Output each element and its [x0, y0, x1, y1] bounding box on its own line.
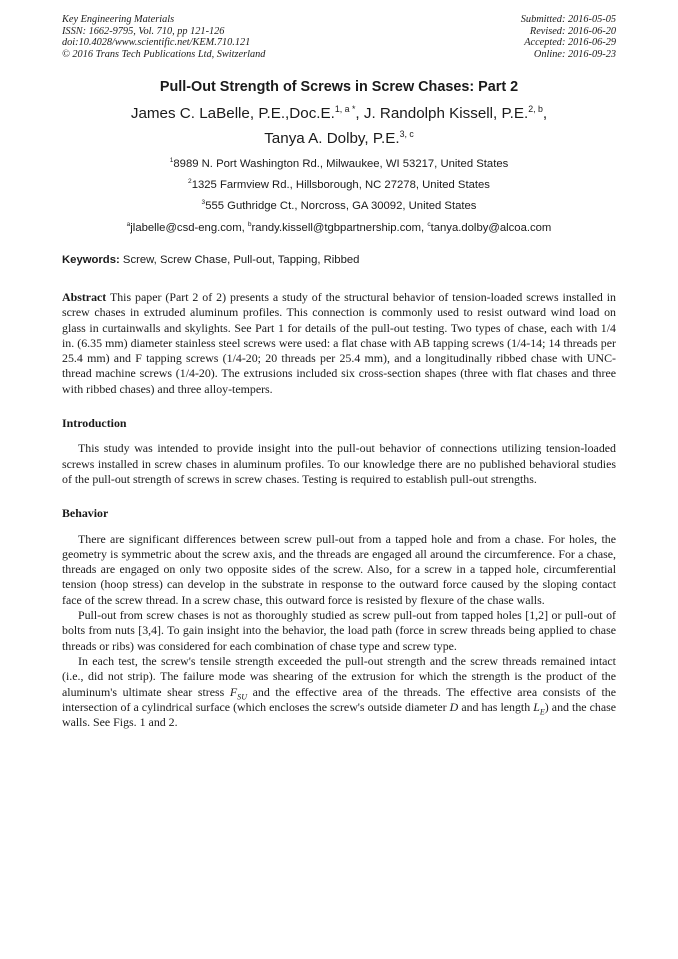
- email-c[interactable]: tanya.dolby@alcoa.com: [430, 221, 552, 234]
- symbol-f: F: [229, 684, 238, 699]
- behavior-heading: Behavior: [62, 506, 109, 521]
- author-3-sup: 3, c: [399, 128, 414, 139]
- author-1-sup: 1, a *: [334, 103, 356, 114]
- symbol-l: L: [533, 699, 540, 714]
- author-separator: ,: [542, 105, 548, 122]
- affiliation-3: [62, 196, 616, 217]
- abstract-text: This paper (Part 2 of 2) presents a study of the structural behavior of tension-loaded screws installed in screw chases in extruded aluminum profiles. This connection is commonly used to resist outward wind load on glass in curtainwalls and skylights. See Part 1 for details of the pull-out testing. Two types of chase, each with 1/4 in. (6.35 mm) diameter stainless steel screws were used: a flat chase with AB tapping screws (1/4-14; 14 threads per 25.4 mm) and F tapping screws (1/4-20; 20 threads per 25.4 mm), and a longitudinally ribbed chase with UNC-thread machine screws (1/4-20). The extrusions included six cross-section shapes (three with flat chases and three with ribbed chases) and three alloy-tempers.: [62, 290, 616, 396]
- affiliation-3-sup: 3: [201, 199, 206, 207]
- abstract-paragraph: [62, 290, 616, 397]
- journal-issn: ISSN: 1662-9795, Vol. 710, pp 121-126: [62, 25, 225, 37]
- symbol-l-subscript: E: [539, 707, 545, 717]
- behavior-p3-text-a: In each test, the screw's tensile strength exceeded the pull-out strength and the screw threads remained intact (i.e., did not strip). The failure mode was shearing of the extrusion for which the strength is the product of the aluminum's ultimate shear stress: [62, 653, 616, 699]
- behavior-paragraph-3: [62, 654, 616, 730]
- behavior-paragraph-1: There are significant differences between screw pull-out from a tapped hole and from a chase. For holes, the geometry is symmetric about the screw axis, and the threads are engaged all around the circumference. For a chase, threads are engaged on only two opposite sides of the screw. Also, for a screw in a tapped hole, circumferential tension (hoop stress) can develop in the substrate in response to the outward force caused by the sloping contact face of the screw thread. In a screw chase, this outward force is resisted by flexure of the chase walls.: [62, 531, 616, 607]
- affiliation-3-text: 555 Guthridge Ct., Norcross, GA 30092, United States: [205, 200, 477, 213]
- journal-doi: doi:10.4028/www.scientific.net/KEM.710.121: [62, 37, 251, 49]
- date-online: Online: 2016-09-23: [533, 48, 616, 60]
- journal-copyright: © 2016 Trans Tech Publications Ltd, Switzerland: [62, 48, 266, 60]
- paper-body: [62, 290, 616, 730]
- emails: [62, 218, 616, 239]
- author-separator: ,: [355, 105, 364, 122]
- keywords-label: Keywords:: [62, 254, 120, 266]
- header-right: [521, 14, 616, 60]
- symbol-d: D: [449, 699, 459, 714]
- affiliation-1-text: 8989 N. Port Washington Rd., Milwaukee, WI 53217, United States: [173, 158, 509, 170]
- header-left: [62, 14, 265, 60]
- behavior-p3-text-d: ) and the chase walls. See Figs. 1 and 2.: [62, 699, 616, 730]
- affiliation-2: [62, 175, 616, 196]
- author-line-1: [62, 101, 616, 126]
- affiliation-2-text: 1325 Farmview Rd., Hillsborough, NC 27278, United States: [191, 179, 490, 192]
- author-1-name: James C. LaBelle, P.E.,Doc.E.: [130, 105, 335, 122]
- date-submitted: Submitted: 2016-05-05: [520, 14, 616, 25]
- journal-name: Key Engineering Materials: [62, 14, 175, 25]
- keywords: [62, 254, 616, 266]
- email-b[interactable]: randy.kissell@tgbpartnership.com,: [251, 221, 428, 234]
- author-line-2: [62, 126, 616, 151]
- journal-header: [62, 14, 616, 60]
- email-a[interactable]: jlabelle@csd-eng.com,: [130, 221, 248, 234]
- date-revised: Revised: 2016-06-20: [529, 25, 616, 37]
- affiliation-1-sup: 1: [169, 157, 174, 165]
- behavior-p3-text-b: and the effective area of the threads. The effective area consists of the intersection of a cylindrical surface (which encloses the screw's outside diameter: [62, 684, 617, 714]
- introduction-paragraph: This study was intended to provide insight into the pull-out behavior of connections utilizing tension-loaded screws installed in screw chases in aluminum profiles. To our knowledge there are no published behavioral studies of the pull-out strength of screws in screw chases. Testing is required to establish pull-out strengths.: [62, 441, 616, 486]
- abstract-label: Abstract: [62, 290, 107, 304]
- behavior-paragraph-2: Pull-out from screw chases is not as thoroughly studied as screw pull-out from tapped holes [1,2] or pull-out of bolts from nuts [3,4]. To gain insight into the behavior, the load path (force in screw threads being applied to chase threads or ribs) was considered for each combination of chase type and screw type.: [62, 608, 616, 653]
- affiliation-2-sup: 2: [188, 178, 192, 186]
- date-accepted: Accepted: 2016-06-29: [524, 37, 616, 49]
- introduction-heading: Introduction: [62, 416, 127, 431]
- author-2-sup: 2, b: [528, 103, 543, 114]
- email-c-sup: c: [427, 220, 431, 228]
- affiliations: [62, 154, 616, 239]
- paper-title: Pull-Out Strength of Screws in Screw Chases: Part 2: [159, 79, 519, 95]
- keywords-text: Screw, Screw Chase, Pull-out, Tapping, Ribbed: [119, 254, 360, 266]
- author-3-name: Tanya A. Dolby, P.E.: [264, 130, 400, 147]
- email-b-sup: b: [247, 220, 252, 228]
- author-list: [62, 101, 616, 151]
- symbol-f-subscript: SU: [237, 691, 248, 701]
- author-2-name: J. Randolph Kissell, P.E.: [363, 105, 529, 122]
- email-a-sup: a: [126, 220, 131, 228]
- behavior-p3-text-c: and has length: [458, 699, 534, 714]
- affiliation-1: [62, 154, 616, 175]
